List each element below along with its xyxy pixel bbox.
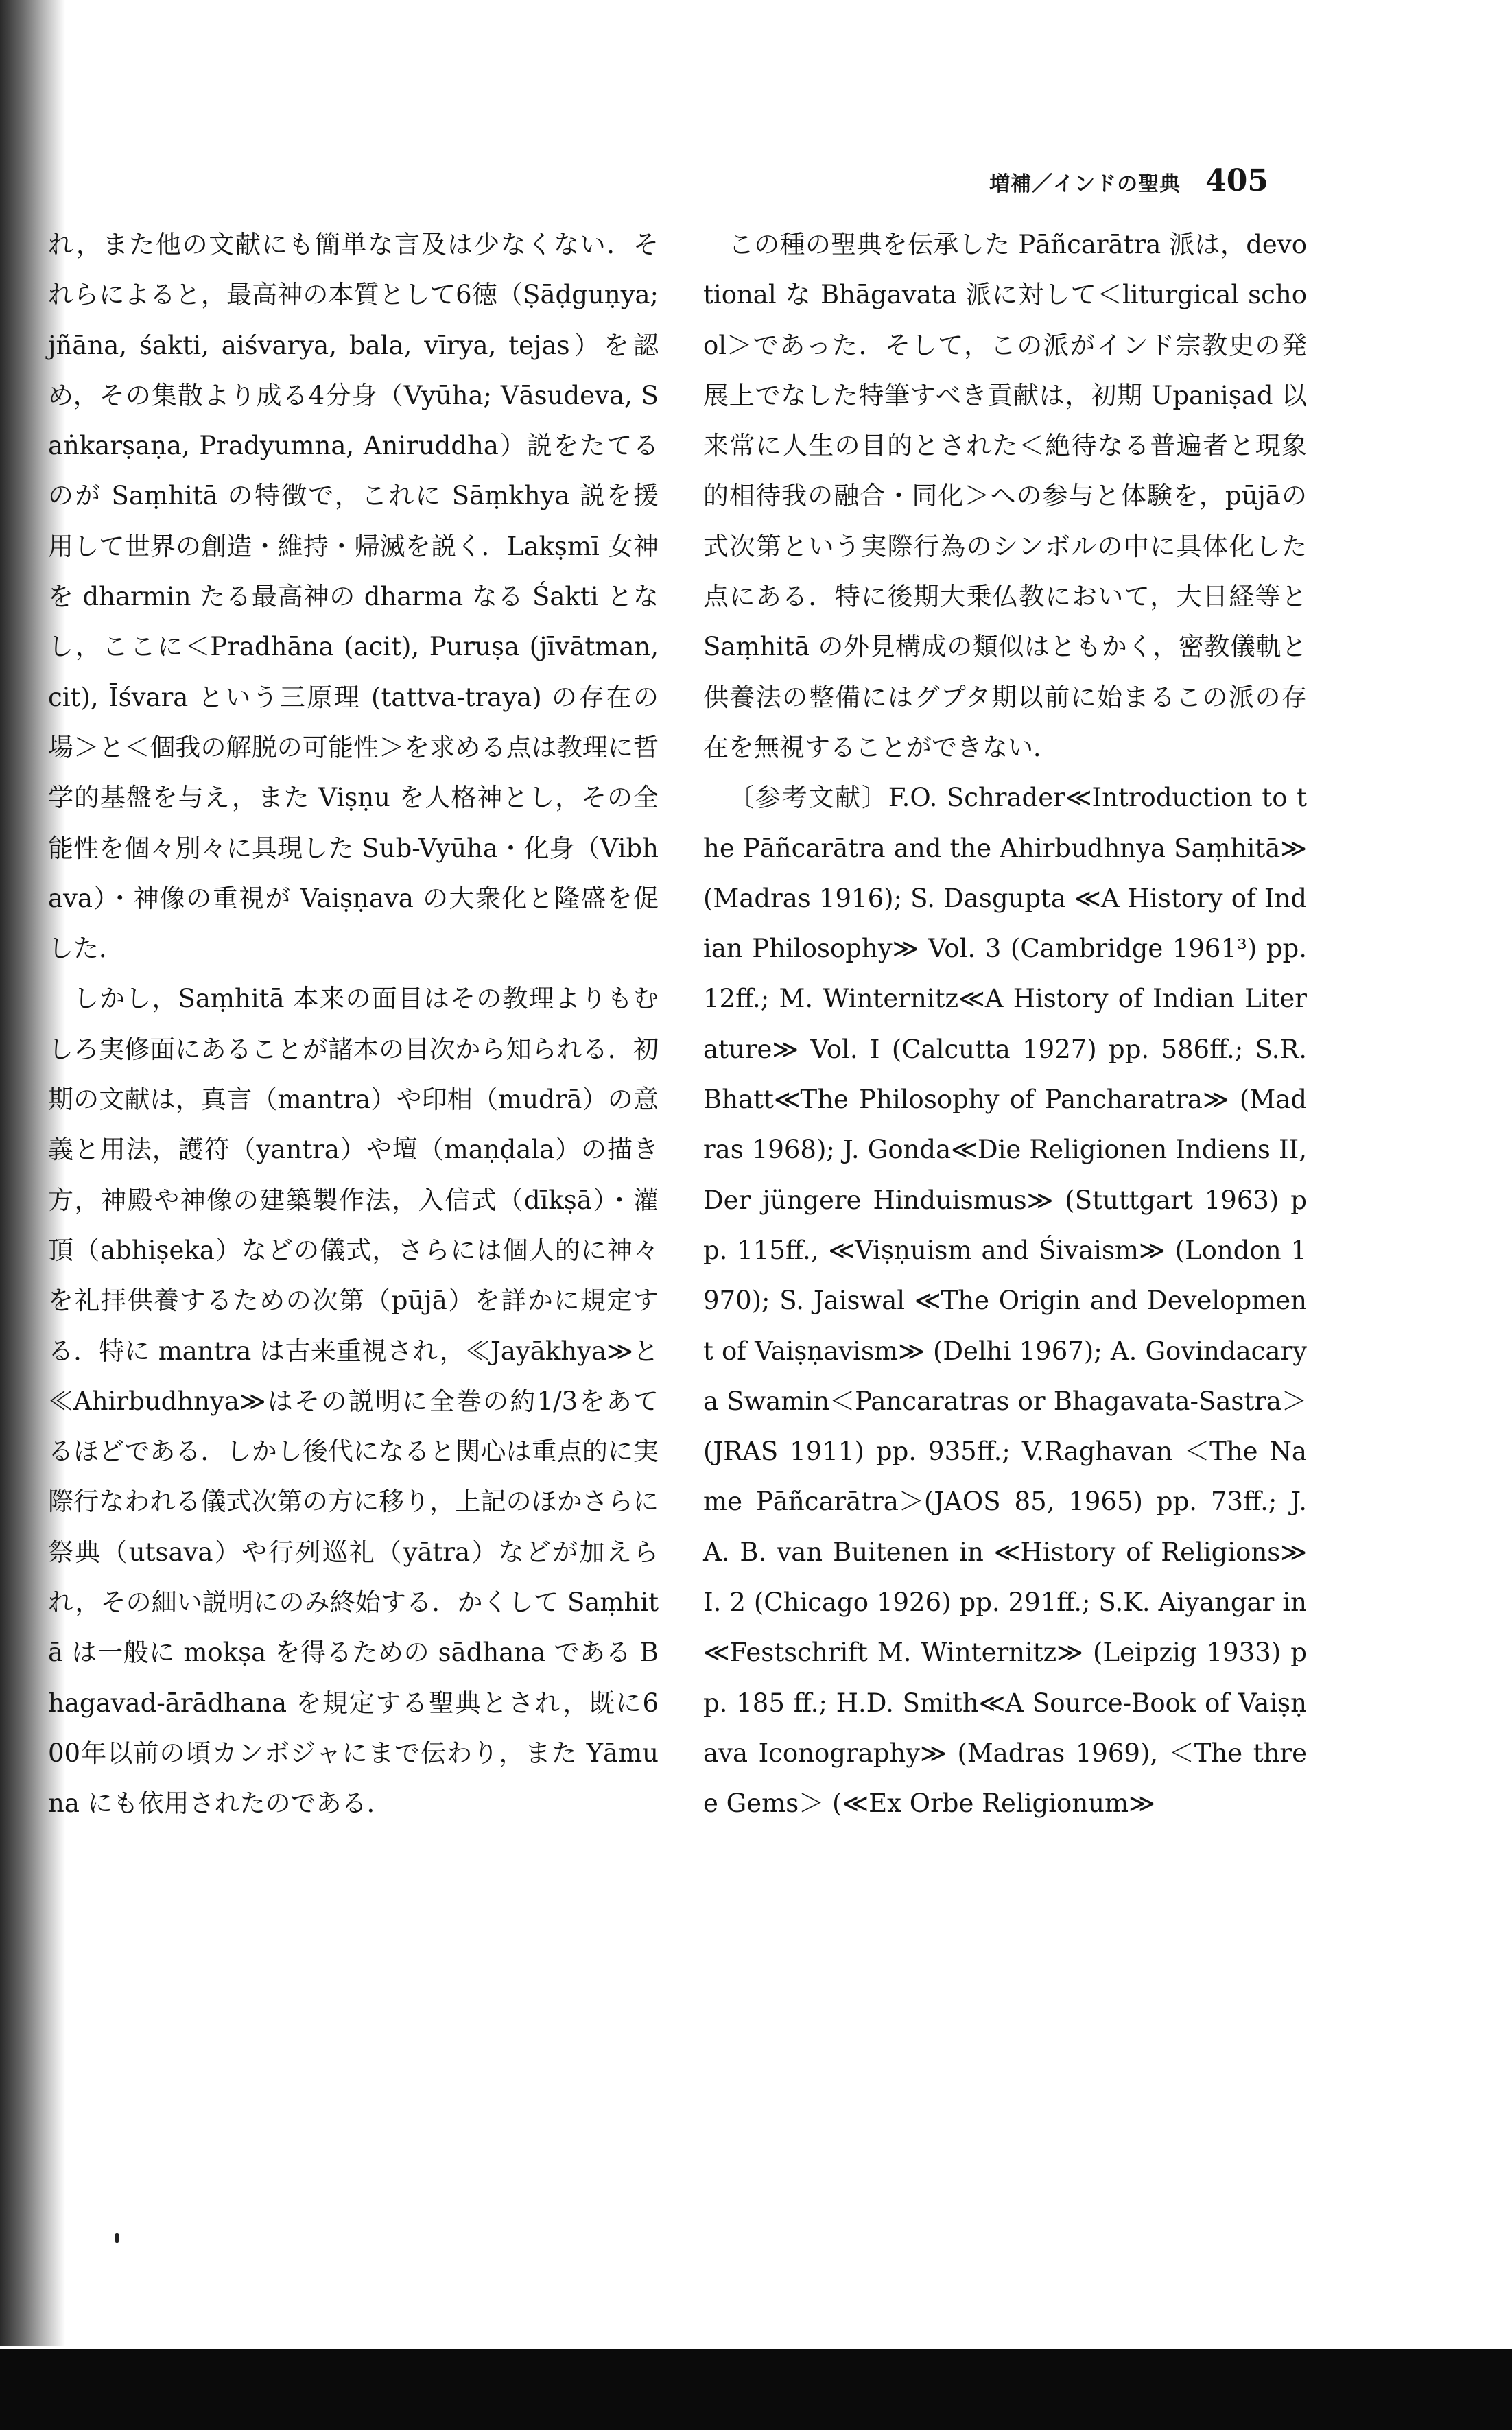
right-column [703,220,1307,1829]
running-head [989,163,1268,198]
page-number: 405 [1205,163,1268,198]
scan-speck [115,2233,119,2243]
left-paragraph-2: しかし，Saṃhitā 本来の面目はその教理よりもむしろ実修面にあることが諸本の目次から知られる．初期の文献は，真言（mantra）や印相（mudrā）の意義と用法，護符（yantra）や壇（maṇḍala）の描き方，神殿や神像の建築製作法，入信式（dīkṣā）・灌頂（abhiṣeka）などの儀式，さらには個人的に神々を礼拝供養するための次第（pūjā）を詳かに規定する．特に mantra は古来重視され，≪Jayākhya≫と≪Ahirbudhnya≫はその説明に全巻の約1/3をあてるほどである．しかし後代になると関心は重点的に実際行なわれる儀式次第の方に移り，上記のほかさらに祭典（utsava）や行列巡礼（yātra）などが加えられ，その細い説明にのみ終始する．かくして Saṃhitā は一般に mokṣa を得るための sādhana である Bhagavad-ārādhana を規定する聖典とされ，既に600年以前の頃カンボジャにまで伝わり，また Yāmuna にも依用されたのである． [48,984,659,1819]
running-title: 増補／インドの聖典 [989,172,1181,196]
references-paragraph: 〔参考文献〕F.O. Schrader≪Introduction to the Pāñcarātra and the Ahirbudhnya Saṃhitā≫ (Madras 1916); S. Dasgupta ≪A History of Indian Philosophy≫ Vol. 3 (Cambridge 1961³) pp. 12ff.; M. Winternitz≪A History of Indian Literature≫ Vol. I (Calcutta 1927) pp. 586ff.; S.R. Bhatt≪The Philosophy of Pancharatra≫ (Madras 1968); J. Gonda≪Die Religionen Indiens II, Der jüngere Hinduismus≫ (Stuttgart 1963) pp. 115ff., ≪Viṣṇuism and Śivaism≫ (London 1970); S. Jaiswal ≪The Origin and Development of Vaiṣṇavism≫ (Delhi 1967); A. Govindacarya Swamin＜Pancaratras or Bhagavata-Sastra＞(JRAS 1911) pp. 935ff.; V.Raghavan ＜The Name Pāñcarātra＞(JAOS 85, 1965) pp. 73ff.; J. A. B. van Buitenen in ≪History of Religions≫ I. 2 (Chicago 1926) pp. 291ff.; S.K. Aiyangar in≪Festschrift M. Winternitz≫ (Leipzig 1933) pp. 185 ff.; H.D. Smith≪A Source-Book of Vaiṣṇava Iconography≫ (Madras 1969), ＜The three Gems＞ (≪Ex Orbe Religionum≫ [703,783,1307,1819]
scan-bottom-band [0,2349,1512,2430]
left-column [48,220,659,1829]
right-paragraph-1: この種の聖典を伝承した Pāñcarātra 派は，devotional な Bhāgavata 派に対して＜liturgical school＞であった．そして，この派がインド宗教史の発展上でなした特筆すべき貢献は，初期 Upaniṣad 以来常に人生の目的とされた＜絶待なる普遍者と現象的相待我の融合・同化＞への参与と体験を，pūjāの式次第という実際行為のシンボルの中に具体化した点にある．特に後期大乗仏教において，大日経等と Saṃhitā の外見構成の類似はともかく，密教儀軌と供養法の整備にはグプタ期以前に始まるこの派の存在を無視することができない． [703,230,1307,762]
left-paragraph-1: れ，また他の文献にも簡単な言及は少なくない．それらによると，最高神の本質として6徳（Ṣāḍguṇya; jñāna, śakti, aiśvarya, bala, vīrya, tejas）を認め，その集散より成る4分身（Vyūha; Vāsudeva, Saṅkarṣaṇa, Pradyumna, Aniruddha）説をたてるのが Saṃhitā の特徴で，これに Sāṃkhya 説を援用して世界の創造・維持・帰滅を説く．Lakṣmī 女神を dharmin たる最高神の dharma なる Śakti となし，ここに＜Pradhāna (acit), Puruṣa (jīvātman, cit), Īśvara という三原理 (tattva-traya) の存在の場＞と＜個我の解脱の可能性＞を求める点は教理に哲学的基盤を与え，また Viṣṇu を人格神とし，その全能性を個々別々に具現した Sub-Vyūha・化身（Vibhava）・神像の重視が Vaiṣṇava の大衆化と隆盛を促した． [48,230,659,964]
